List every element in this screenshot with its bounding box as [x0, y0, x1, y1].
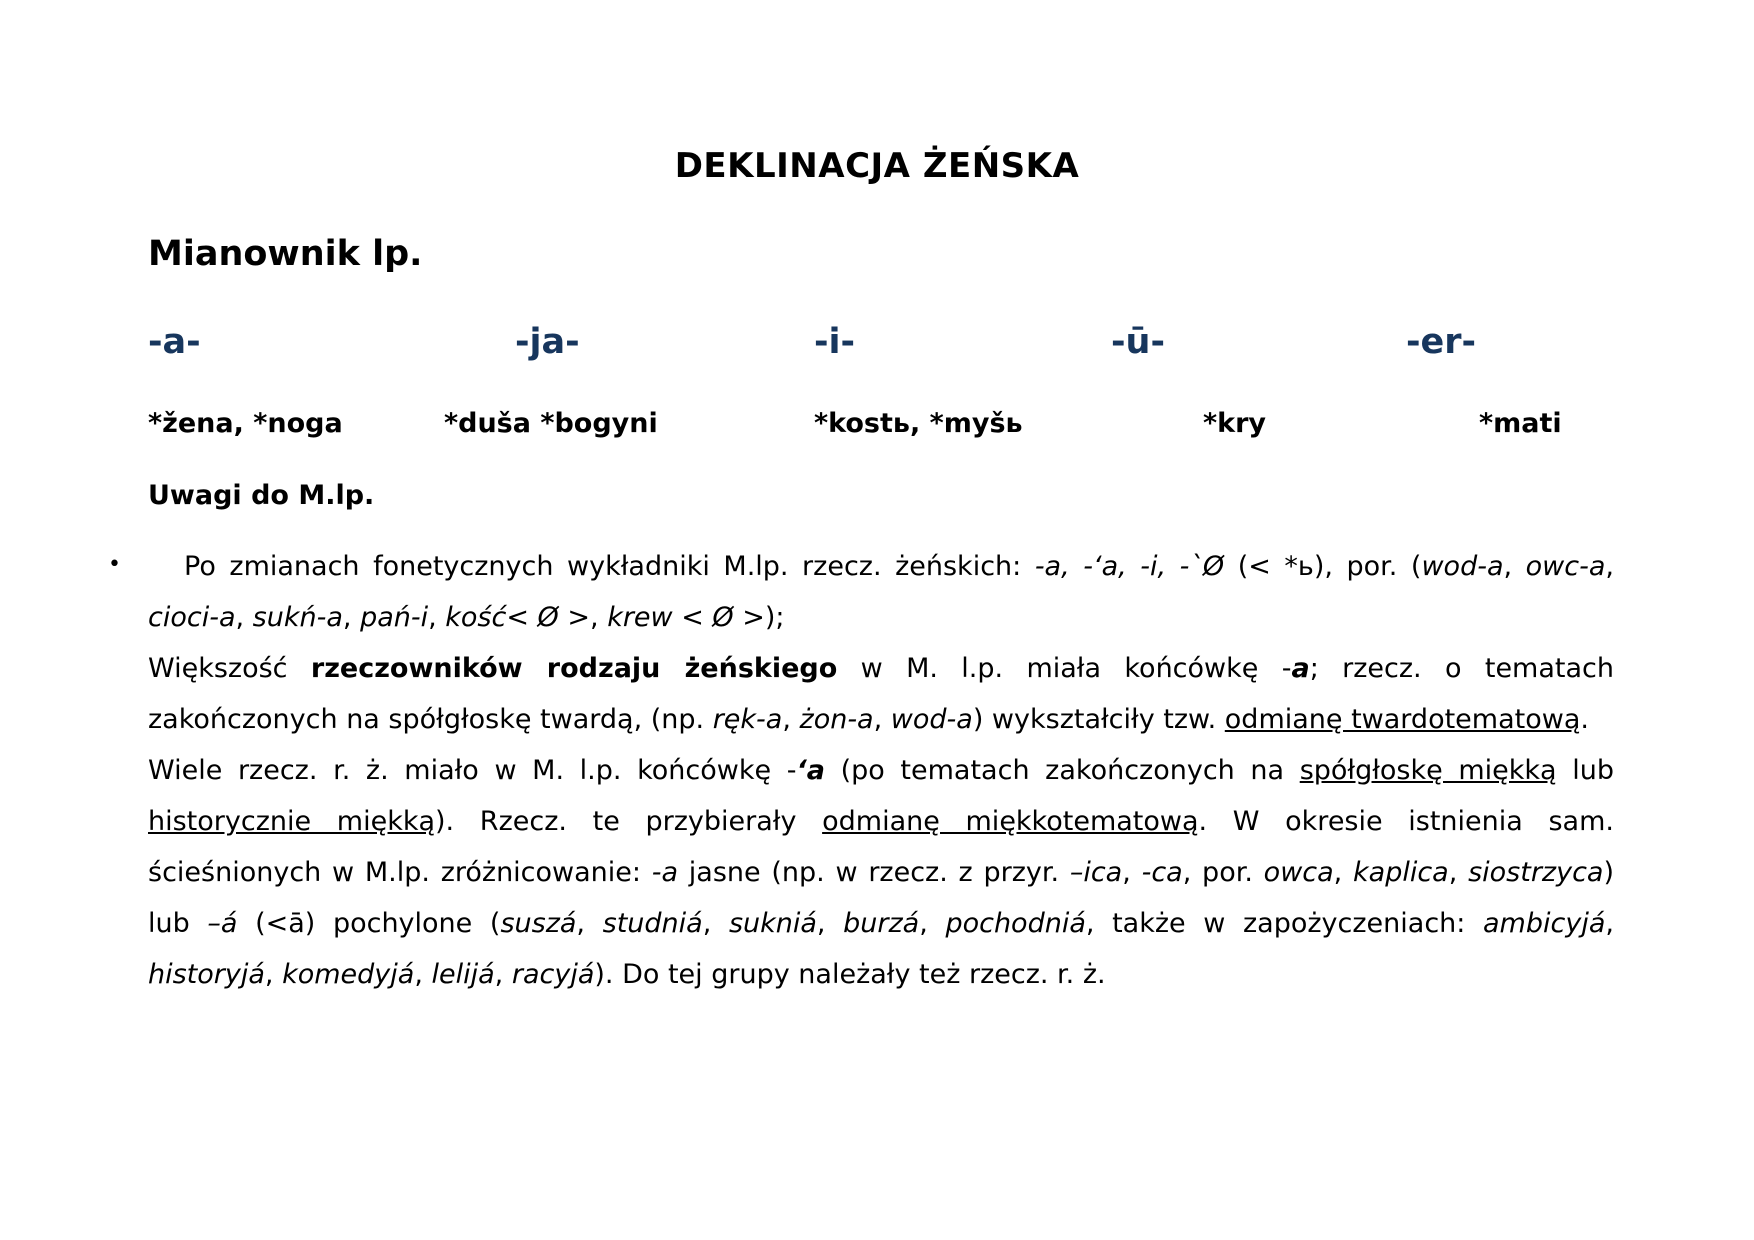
stem-example-er: *mati: [1479, 408, 1562, 439]
stem-label-u: -ū-: [1111, 322, 1165, 362]
stem-example-a: *žena, *noga: [148, 408, 343, 439]
paragraph-3: Wiele rzecz. r. ż. miało w M. l.p. końcówkę -‘a (po tematach zakończonych na spółgłoskę miękką lub historycznie miękką). Rzecz. te przybierały odmianę miękkotematową. W okresie istnienia sam. ścieśnionych w M.lp. zróżnicowanie: -a jasne (np. w rzecz. z przyr. –ica, -ca, por. owca, kaplica, siostrzyca) lub –á (<ā) pochylone (suszá, studniá, sukniá, burzá, pochodniá, także w zapożyczeniach: ambicyjá, historyjá, komedyjá, lelijá, racyjá). Do tej grupy należały też rzecz. r. ż.: [148, 755, 1615, 990]
stem-label-a: -a-: [148, 322, 201, 362]
page-title: DEKLINACJA ŻEŃSKA: [674, 146, 1080, 186]
paragraph-2: Większość rzeczowników rodzaju żeńskiego w M. l.p. miała końcówkę -a; rzecz. o tematach zakończonych na spółgłoskę twardą, (np. ręk-a, żon-a, wod-a) wykształciły tzw. odmianę twardotematową.: [148, 653, 1614, 735]
link-odmiana-miekkotematowa[interactable]: odmianę miękkotematową: [822, 806, 1199, 837]
paragraph-1: Po zmianach fonetycznych wykładniki M.lp. rzecz. żeńskich: -a, -‘a, -i, -`Ø (< *ь), por. (wod-a, owc-a, cioci-a, sukń-a, pań-i, kość< Ø >, krew < Ø >);: [148, 551, 1614, 633]
bullet-marker: •: [108, 552, 121, 577]
stem-label-ja: -ja-: [515, 322, 580, 362]
stem-example-ja: *duša *bogyni: [444, 408, 658, 439]
link-spolgloska-miekka[interactable]: spółgłoskę miękką: [1299, 755, 1557, 786]
link-historycznie-miekka[interactable]: historycznie miękką: [148, 806, 436, 837]
section-heading: Mianownik lp.: [148, 234, 423, 274]
stem-example-u: *kry: [1203, 408, 1266, 439]
stem-label-i: -i-: [814, 322, 856, 362]
stem-label-er: -er-: [1406, 322, 1477, 362]
notes-body: [148, 541, 1614, 1000]
stem-example-i: *kostь, *myšь: [814, 408, 1023, 439]
link-odmiana-twardotematowa[interactable]: odmianę twardotematową: [1224, 704, 1581, 735]
notes-heading: Uwagi do M.lp.: [148, 480, 375, 511]
